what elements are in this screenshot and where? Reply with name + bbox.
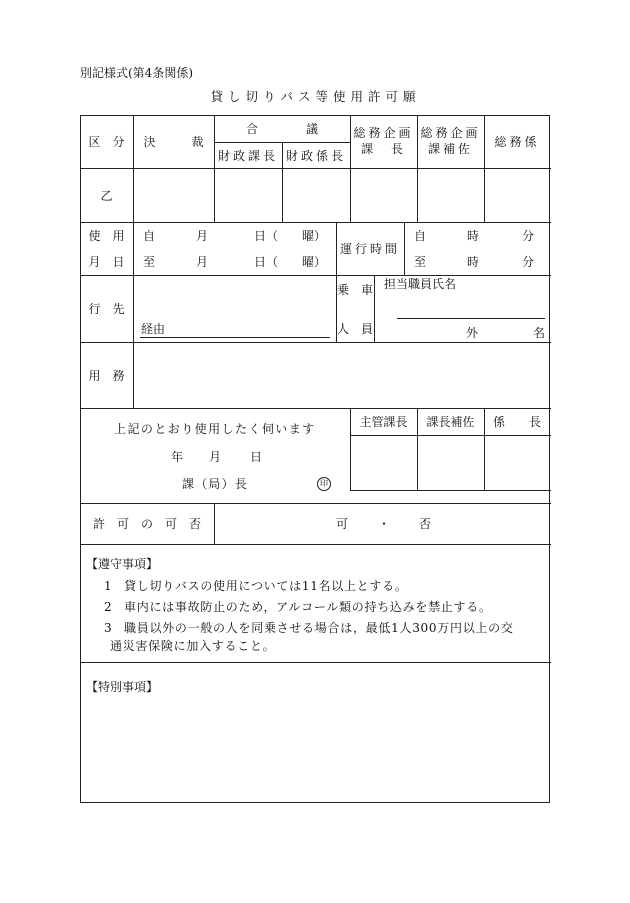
form-table xyxy=(80,115,550,803)
kessai-header: 決 裁 xyxy=(143,135,204,149)
permission-label: 許 可 の 可 否 xyxy=(92,517,201,531)
zaisei-kakaricho-header: 財政係長 xyxy=(285,149,346,163)
count-suffix: 名 xyxy=(533,326,546,340)
purpose-label: 用 務 xyxy=(88,369,125,383)
compliance-heading: 【遵守事項】 xyxy=(86,557,159,571)
somu-kikaku-kacho-header-1: 総務企画 xyxy=(353,126,414,140)
permission-ka: 可 xyxy=(336,517,349,531)
somu-kikaku-kacho-header-2: 課 長 xyxy=(360,142,406,156)
compliance-item-2-text: 車内には事故防止のため，アルコール類の持ち込みを禁止する。 xyxy=(124,600,492,614)
permission-dot: ・ xyxy=(378,517,391,531)
date-to-month: 月 xyxy=(196,255,209,269)
time-from-prefix: 自 xyxy=(414,229,427,243)
staff-name-label: 担当職員氏名 xyxy=(384,277,457,291)
operation-time-label: 運行時間 xyxy=(339,242,400,256)
request-year: 年 xyxy=(171,450,184,464)
time-from-minute: 分 xyxy=(522,229,535,243)
date-from-prefix: 自 xyxy=(143,229,156,243)
compliance-item-2-num: 2 xyxy=(104,600,112,614)
special-heading: 【特別事項】 xyxy=(86,680,159,694)
time-from-hour: 時 xyxy=(467,229,480,243)
date-from-day: 日（ xyxy=(254,229,279,243)
compliance-item-3-text: 職員以外の一般の人を同乗させる場合は，最低1人300万円以上の交 xyxy=(124,621,514,635)
kacho-hosa-header: 課長補佐 xyxy=(426,415,475,429)
time-to-prefix: 至 xyxy=(414,255,427,269)
date-to-weekday: 曜） xyxy=(302,255,327,269)
zaisei-kacho-header: 財政課長 xyxy=(217,149,278,163)
request-day: 日 xyxy=(250,450,263,464)
time-to-hour: 時 xyxy=(467,255,480,269)
passengers-label-2: 人 員 xyxy=(336,322,373,336)
time-to-minute: 分 xyxy=(522,255,535,269)
date-to-day: 日（ xyxy=(254,255,279,269)
compliance-item-1-text: 貸し切りバスの使用については11名以上とする。 xyxy=(124,579,408,593)
date-from-month: 月 xyxy=(196,229,209,243)
kakaricho-header: 係 長 xyxy=(492,415,541,429)
usage-date-label-1: 使 用 xyxy=(88,229,125,243)
request-sentence: 上記のとおり使用したく伺います xyxy=(114,422,316,436)
otsu-label: 乙 xyxy=(100,189,113,203)
passengers-label-1: 乗 車 xyxy=(336,283,373,297)
somu-kikaku-hosa-header-1: 総務企画 xyxy=(420,126,481,140)
chief-label: 課（局）長 xyxy=(182,477,249,491)
document-title: 貸し切りバス等使用許可願 xyxy=(210,89,421,104)
usage-date-label-2: 月 日 xyxy=(88,255,125,269)
shukan-kacho-header: 主管課長 xyxy=(359,415,408,429)
compliance-item-3-continuation: 通災害保険に加入すること。 xyxy=(110,639,276,653)
permission-hi: 否 xyxy=(419,517,432,531)
compliance-item-3-num: 3 xyxy=(104,621,112,635)
gougi-header: 合 議 xyxy=(245,122,318,136)
seal-mark: 印 xyxy=(317,477,331,491)
compliance-item-1-num: 1 xyxy=(104,579,112,593)
somu-kikaku-hosa-header-2: 課補佐 xyxy=(427,142,473,156)
others-label: 外 xyxy=(466,326,479,340)
somu-kakari-header: 総務係 xyxy=(494,135,540,149)
date-to-prefix: 至 xyxy=(143,255,156,269)
destination-label: 行 先 xyxy=(88,302,125,316)
kubun-header: 区 分 xyxy=(88,135,125,149)
request-month: 月 xyxy=(209,450,222,464)
via-label: 経由 xyxy=(141,322,166,336)
date-from-weekday: 曜） xyxy=(302,229,327,243)
form-reference: 別記様式(第4条関係) xyxy=(80,66,193,80)
